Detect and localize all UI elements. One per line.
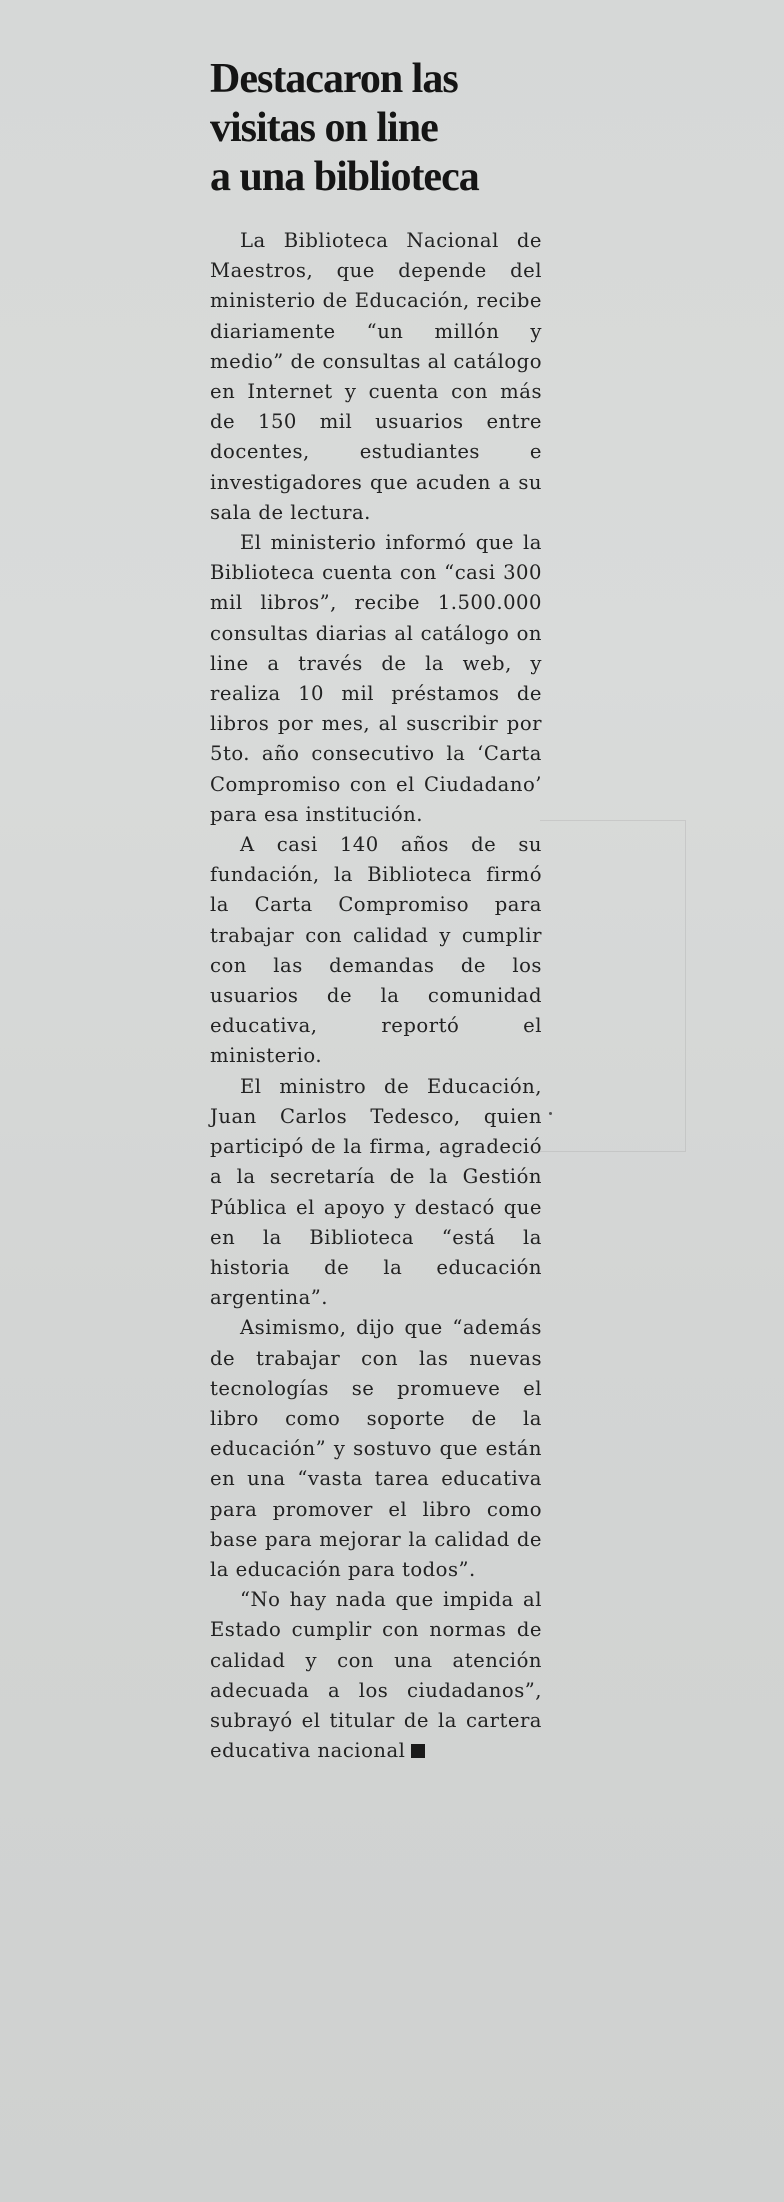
- paragraph-4: El ministro de Educación, Juan Carlos Tedesco, quien participó de la firma, agradeció a la secretaría de la Gestión Pública el apoyo y destacó que en la Biblioteca “está la historia de la educación argentina”.: [210, 1074, 542, 1310]
- paragraph-6: [210, 1585, 542, 1766]
- paragraph-5: Asimismo, dijo que “además de trabajar con las nuevas tecnologías se promueve el libro como soporte de la educación” y sostuvo que están en una “vasta tarea educativa para promover el libro como base para mejorar la calidad de la educación para todos”.: [210, 1316, 542, 1581]
- background-paper-edge: [540, 820, 686, 1152]
- paragraph-3: A casi 140 años de su fundación, la Biblioteca firmó la Carta Compromiso para trabajar con calidad y cumplir con las demandas de los usuarios de la comunidad educativa, reportó el ministerio.: [210, 833, 542, 1068]
- headline-line-2: visitas on line: [210, 105, 438, 151]
- headline-line-1: Destacaron las: [210, 56, 458, 102]
- newspaper-clipping: [210, 55, 542, 1766]
- paragraph-1: La Biblioteca Nacional de Maestros, que depende del ministerio de Educación, recibe diariamente “un millón y medio” de consultas al catálogo en Internet y cuenta con más de 150 mil usuarios entre docentes, estudiantes e investigadores que acuden a su sala de lectura.: [210, 229, 542, 524]
- article-body: [210, 226, 542, 1766]
- paragraph-6-text: “No hay nada que impida al Estado cumplir con normas de calidad y con una atención adecuada a los ciudadanos”, subrayó el titular de la cartera educativa nacional: [210, 1588, 542, 1763]
- article-headline: [210, 55, 542, 202]
- headline-line-3: a una biblioteca: [210, 154, 479, 200]
- paper-speck: [549, 1112, 552, 1115]
- paragraph-2: El ministerio informó que la Biblioteca cuenta con “casi 300 mil libros”, recibe 1.500.000 consultas diarias al catálogo on line a través de la web, y realiza 10 mil préstamos de libros por mes, al suscribir por 5to. año consecutivo la ‘Carta Compromiso con el Ciudadano’ para esa institución.: [210, 531, 542, 826]
- end-of-article-square-icon: [411, 1744, 425, 1758]
